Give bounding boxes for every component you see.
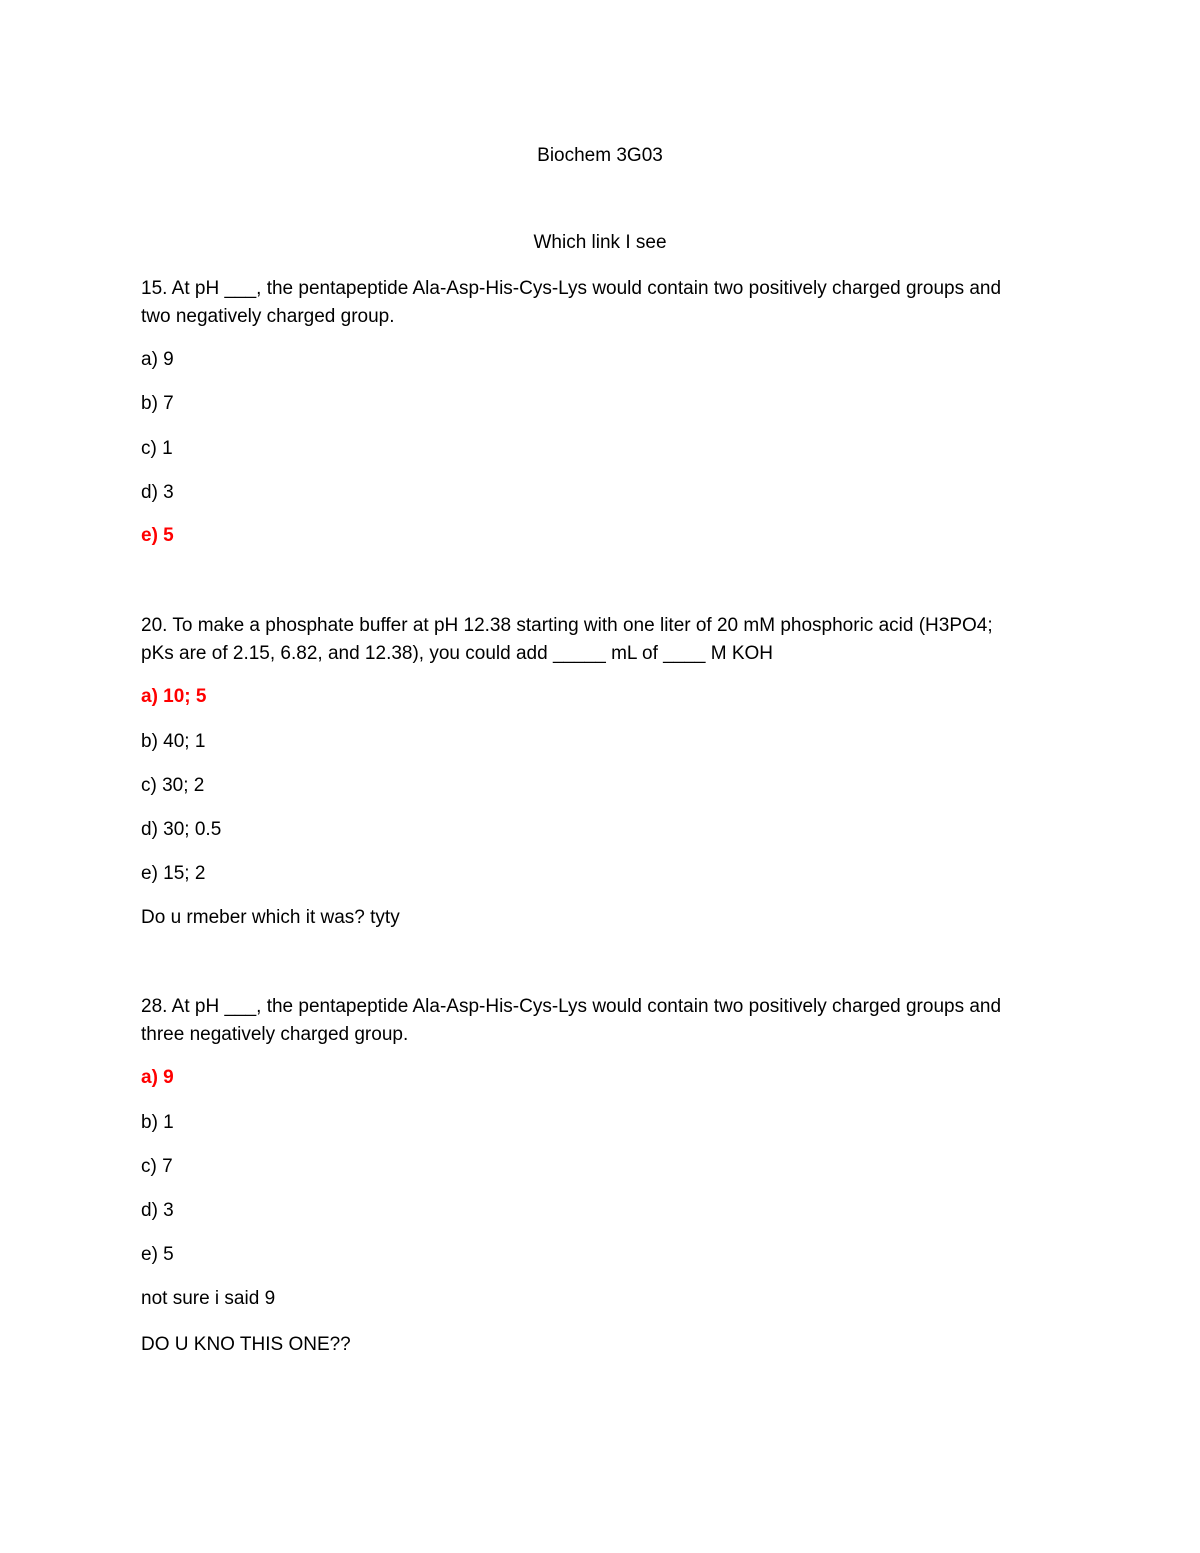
question-20-option-e: e) 15; 2 — [141, 863, 206, 884]
question-28-text-line-1: 28. At pH ___, the pentapeptide Ala-Asp-His-Cys-Lys would contain two positively charged groups and — [141, 996, 1002, 1017]
question-28-text-line-2: three negatively charged group. — [141, 1024, 409, 1045]
question-20-option-d: d) 30; 0.5 — [141, 819, 222, 840]
question-28-option-b: b) 1 — [141, 1112, 174, 1133]
question-28-note-1: not sure i said 9 — [141, 1288, 276, 1309]
question-20-text-line-1: 20. To make a phosphate buffer at pH 12.38 starting with one liter of 20 mM phosphoric acid (H3PO4; — [141, 615, 993, 636]
question-15-option-a: a) 9 — [141, 349, 174, 370]
document-subtitle: Which link I see — [533, 232, 667, 253]
question-20-option-a-answer: a) 10; 5 — [141, 686, 207, 707]
question-28-option-d: d) 3 — [141, 1200, 174, 1221]
document-title: Biochem 3G03 — [537, 145, 663, 166]
question-20-option-b: b) 40; 1 — [141, 731, 206, 752]
question-28-option-e: e) 5 — [141, 1244, 174, 1265]
question-20-text-line-2: pKs are of 2.15, 6.82, and 12.38), you could add _____ mL of ____ M KOH — [141, 643, 773, 664]
question-28-option-c: c) 7 — [141, 1156, 173, 1177]
question-28-option-a-answer: a) 9 — [141, 1067, 174, 1088]
question-20-note: Do u rmeber which it was? tyty — [141, 907, 400, 928]
question-20-option-c: c) 30; 2 — [141, 775, 205, 796]
question-15-option-e-answer: e) 5 — [141, 525, 174, 546]
question-15-text-line-2: two negatively charged group. — [141, 306, 395, 327]
question-15-option-b: b) 7 — [141, 393, 174, 414]
question-15-text-line-1: 15. At pH ___, the pentapeptide Ala-Asp-His-Cys-Lys would contain two positively charged groups and — [141, 278, 1002, 299]
question-15-option-c: c) 1 — [141, 438, 173, 459]
question-28-note-2: DO U KNO THIS ONE?? — [141, 1334, 351, 1355]
question-15-option-d: d) 3 — [141, 482, 174, 503]
